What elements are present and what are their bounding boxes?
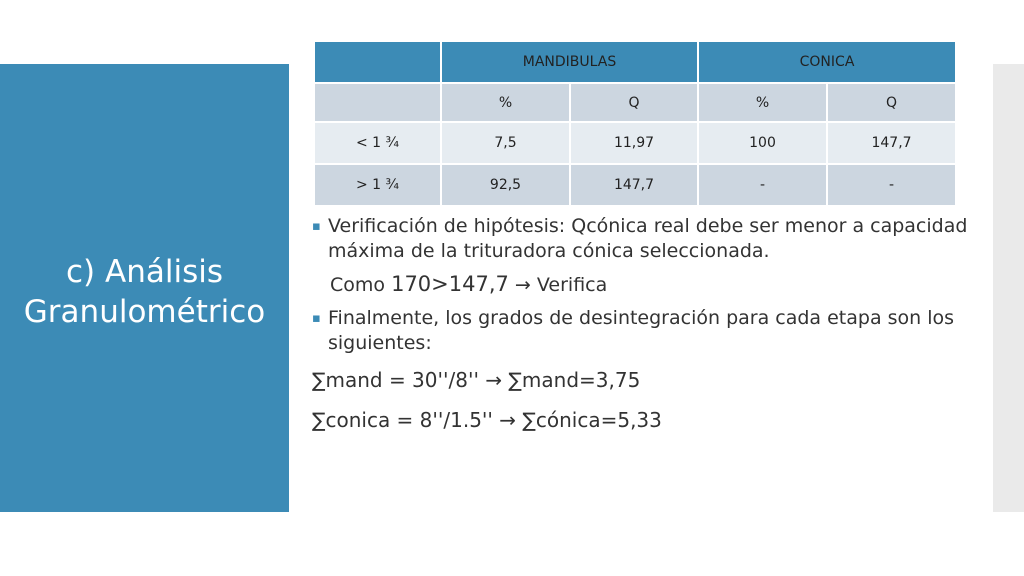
granulometry-table bbox=[313, 40, 957, 207]
formula-conica: ∑conica = 8''/1.5'' → ∑cónica=5,33 bbox=[312, 408, 662, 432]
bullet-disintegration-text: Finalmente, los grados de desintegración para cada etapa son los siguientes: bbox=[328, 307, 955, 354]
table-cell: 92,5 bbox=[441, 164, 570, 206]
subheader-cell bbox=[314, 83, 441, 122]
title-panel bbox=[0, 64, 289, 512]
table-header-row bbox=[314, 41, 956, 83]
table-cell: 11,97 bbox=[570, 122, 698, 164]
right-arrow-icon: → bbox=[514, 274, 531, 296]
header-empty-cell bbox=[314, 41, 441, 83]
verification-result: Verifica bbox=[536, 274, 608, 296]
slide-title-line2: Granulométrico bbox=[23, 294, 266, 330]
slide-title bbox=[24, 244, 265, 332]
bullet-disintegration bbox=[312, 306, 982, 356]
table-cell: 147,7 bbox=[827, 122, 956, 164]
slide-title-line1: c) Análisis bbox=[66, 254, 223, 290]
table-cell: > 1 ¾ bbox=[314, 164, 441, 206]
side-decoration-strip bbox=[993, 64, 1024, 512]
header-group-conica: CONICA bbox=[698, 41, 956, 83]
verification-expression: 170>147,7 bbox=[391, 272, 509, 296]
bullet-square-icon: ▪ bbox=[312, 219, 321, 234]
bullet-hypothesis bbox=[312, 214, 982, 264]
table-cell: - bbox=[698, 164, 827, 206]
header-group-mandibulas: MANDIBULAS bbox=[441, 41, 698, 83]
verification-prefix: Como bbox=[330, 274, 386, 296]
verification-line bbox=[312, 272, 982, 298]
table-cell: 147,7 bbox=[570, 164, 698, 206]
table-subheader-row bbox=[314, 83, 956, 122]
table-cell: < 1 ¾ bbox=[314, 122, 441, 164]
table-row bbox=[314, 122, 956, 164]
table-row bbox=[314, 164, 956, 206]
table-cell: - bbox=[827, 164, 956, 206]
bullet-square-icon: ▪ bbox=[312, 311, 321, 326]
formula-mandibulas: ∑mand = 30''/8'' → ∑mand=3,75 bbox=[312, 368, 641, 392]
slide-body bbox=[312, 214, 982, 434]
subheader-cell: Q bbox=[570, 83, 698, 122]
bullet-hypothesis-text: Verificación de hipótesis: Qcónica real debe ser menor a capacidad máxima de la trituradora cónica seleccionada. bbox=[328, 215, 968, 262]
table-cell: 100 bbox=[698, 122, 827, 164]
subheader-cell: Q bbox=[827, 83, 956, 122]
subheader-cell: % bbox=[441, 83, 570, 122]
subheader-cell: % bbox=[698, 83, 827, 122]
table-cell: 7,5 bbox=[441, 122, 570, 164]
